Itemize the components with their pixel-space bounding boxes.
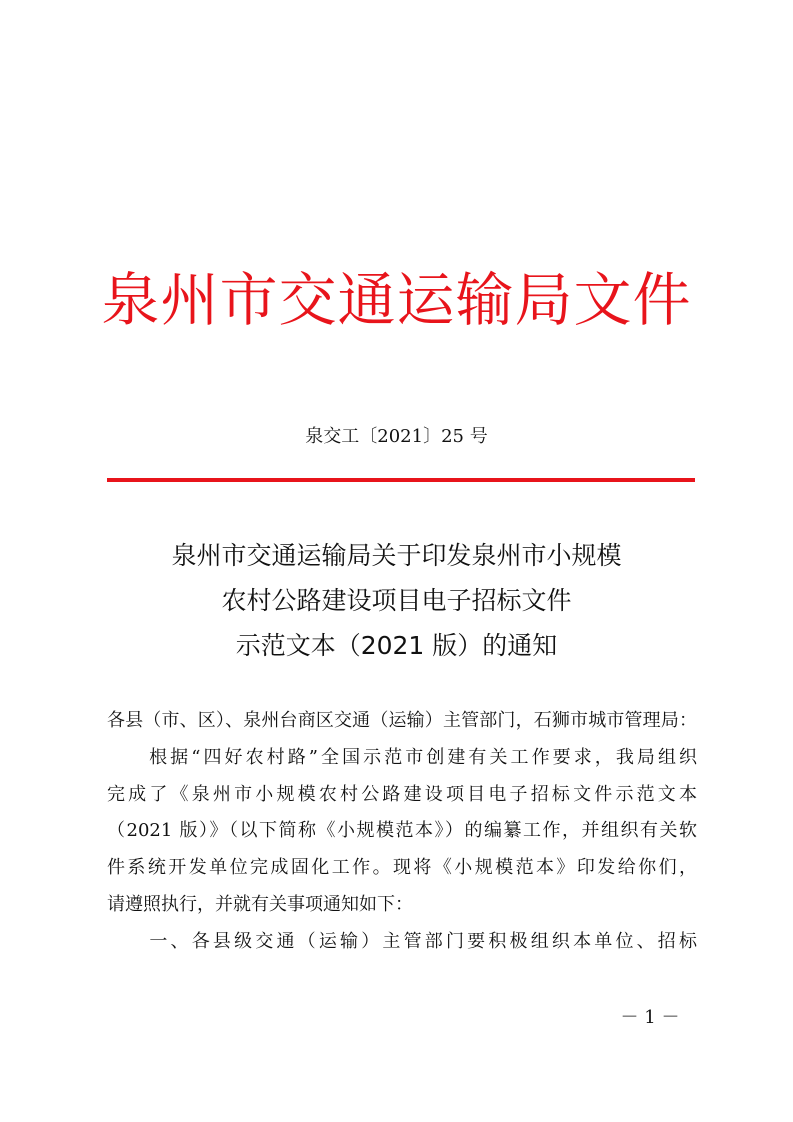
addressee-line: 各县（市、区）、泉州台商区交通（运输）主管部门，石狮市城市管理局：: [107, 710, 697, 731]
body-line: 完成了《泉州市小规模农村公路建设项目电子招标文件示范文本: [107, 783, 697, 805]
body-line: 根据“四好农村路”全国示范市创建有关工作要求，我局组织: [107, 746, 697, 768]
notice-body: [107, 703, 697, 961]
body-line: 件系统开发单位完成固化工作。现将《小规模范本》印发给你们，: [107, 857, 697, 879]
notice-title-line: 泉州市交通运输局关于印发泉州市小规模: [171, 541, 622, 570]
document-number: 泉交工〔2021〕25 号: [305, 426, 488, 447]
header-divider-line: [107, 478, 695, 482]
notice-title-line: 示范文本（2021 版）的通知: [235, 631, 558, 660]
document-header-title: 泉州市交通运输局文件: [101, 266, 692, 334]
body-line: 一、各县级交通（运输）主管部门要积极组织本单位、招标: [107, 930, 697, 952]
body-line: 请遵照执行，并就有关事项通知如下：: [107, 893, 413, 915]
page-number: － 1 －: [620, 1007, 680, 1028]
body-line: （2021 版）》（以下简称《小规模范本》）的编纂工作，并组织有关软: [107, 820, 697, 842]
notice-title-line: 农村公路建设项目电子招标文件: [221, 586, 572, 615]
notice-title: [0, 533, 793, 668]
